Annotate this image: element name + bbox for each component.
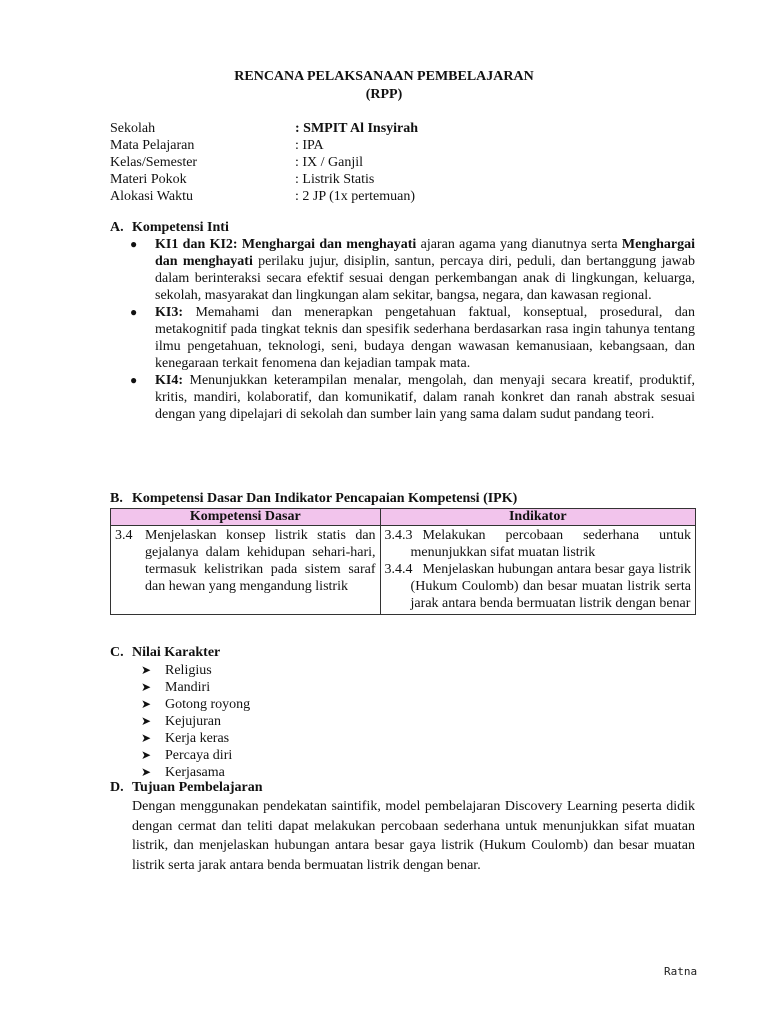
section-number: D. bbox=[110, 780, 124, 795]
section-title: Nilai Karakter bbox=[132, 645, 221, 660]
kd-code: 3.4 bbox=[115, 528, 133, 543]
character-values-list bbox=[141, 662, 250, 781]
section-d-heading bbox=[110, 780, 263, 796]
identity-value: : SMPIT Al Insyirah bbox=[295, 121, 419, 136]
identity-value: : Listrik Statis bbox=[295, 172, 375, 187]
document-subtitle: (RPP) bbox=[365, 87, 403, 102]
indicator-code: 3.4.3 bbox=[384, 528, 413, 543]
list-item-text: Kejujuran bbox=[165, 714, 221, 729]
ki-item-4 bbox=[130, 372, 695, 423]
ki-bold-text: Menghargai dan menghayati bbox=[155, 237, 695, 269]
section-title: Kompetensi Inti bbox=[132, 220, 229, 235]
identity-row-school bbox=[110, 120, 710, 137]
list-item bbox=[141, 764, 250, 781]
list-item bbox=[141, 679, 250, 696]
ki-text: perilaku jujur, disiplin, santun, percaya diri, peduli, dan bertanggung jawab dalam berinteraksi secara efektif sesuai dengan perkembangan anak di lingkungan, keluarga, sekolah, masyarakat dan lingkungan alam sekitar, bangsa, negara, dan kawasan regional. bbox=[155, 254, 695, 303]
section-number: A. bbox=[110, 220, 124, 235]
ki-item-1-2 bbox=[130, 236, 695, 304]
identity-value: : IPA bbox=[295, 138, 324, 153]
footer-author: Ratna bbox=[664, 965, 698, 978]
section-c-heading bbox=[110, 645, 220, 661]
list-item-text: Kerja keras bbox=[165, 731, 230, 746]
identity-label: Alokasi Waktu bbox=[110, 189, 193, 204]
bullet-icon: ● bbox=[130, 373, 138, 387]
indicator-text: Melakukan percobaan sederhana untuk menunjukkan sifat muatan listrik bbox=[410, 528, 691, 560]
bullet-icon: ● bbox=[130, 237, 138, 251]
ki-bold-text: KI3: bbox=[155, 305, 183, 320]
section-a-heading bbox=[110, 220, 229, 236]
identity-label: Sekolah bbox=[110, 121, 156, 136]
kd-entry bbox=[115, 527, 376, 595]
identity-label: Mata Pelajaran bbox=[110, 138, 195, 153]
section-number: B. bbox=[110, 491, 123, 506]
arrow-bullet-icon: ➤ bbox=[141, 680, 152, 694]
ki-item-3 bbox=[130, 304, 695, 372]
list-item-text: Kerjasama bbox=[165, 765, 225, 780]
identity-row-subject bbox=[110, 137, 710, 154]
list-item-text: Mandiri bbox=[165, 680, 211, 695]
section-number: C. bbox=[110, 645, 124, 660]
list-item bbox=[141, 730, 250, 747]
ki-text: Memahami dan menerapkan pengetahuan faktual, konseptual, prosedural, dan metakognitif pada tingkat teknis dan spesifik sederhana berdasarkan rasa ingin tahunya tentang ilmu pengetahuan, teknologi, seni, budaya dengan wawasan kemanusiaan, kebangsaan, dan kenegaraan terkait fenomena dan kejadian tampak mata. bbox=[155, 305, 695, 371]
arrow-bullet-icon: ➤ bbox=[141, 731, 152, 745]
bullet-icon: ● bbox=[130, 305, 138, 319]
ki-list bbox=[130, 236, 695, 423]
list-item bbox=[141, 747, 250, 764]
ki-bold-text: KI4: bbox=[155, 373, 183, 388]
indicator-entry bbox=[385, 527, 691, 561]
identity-block bbox=[110, 120, 710, 205]
arrow-bullet-icon: ➤ bbox=[141, 748, 152, 762]
list-item bbox=[141, 696, 250, 713]
table-header-row bbox=[111, 509, 696, 526]
learning-objective-paragraph: Dengan menggunakan pendekatan saintifik, model pembelajaran Discovery Learning peserta didik dengan cermat dan teliti dapat melakukan percobaan sederhana untuk menunjukkan sifat muatan listrik, dan menjelaskan hubungan antara besar gaya listrik (Hukum Coulomb) dan besar muatan listrik serta jarak antara benda bermuatan listrik dengan benar. bbox=[132, 799, 695, 873]
indicator-entry bbox=[385, 561, 691, 612]
identity-label: Materi Pokok bbox=[110, 172, 187, 187]
competency-table bbox=[110, 508, 696, 615]
arrow-bullet-icon: ➤ bbox=[141, 765, 152, 779]
ki-text: ajaran agama yang dianutnya serta bbox=[416, 237, 622, 252]
section-b-heading bbox=[110, 491, 517, 507]
identity-value: : IX / Ganjil bbox=[295, 155, 364, 170]
arrow-bullet-icon: ➤ bbox=[141, 697, 152, 711]
section-title: Tujuan Pembelajaran bbox=[132, 780, 263, 795]
ki-bold-text: KI1 dan KI2: Menghargai dan menghayati bbox=[155, 237, 417, 252]
identity-row-topic bbox=[110, 171, 710, 188]
list-item bbox=[141, 662, 250, 679]
list-item bbox=[141, 713, 250, 730]
list-item-text: Religius bbox=[165, 663, 212, 678]
kd-text: Menjelaskan konsep listrik statis dan gejalanya dalam kehidupan sehari-hari, termasuk kelistrikan pada sistem saraf dan hewan yang mengandung listrik bbox=[145, 528, 376, 594]
identity-value: : 2 JP (1x pertemuan) bbox=[295, 189, 416, 204]
arrow-bullet-icon: ➤ bbox=[141, 714, 152, 728]
column-header-indikator: Indikator bbox=[380, 509, 695, 526]
list-item-text: Gotong royong bbox=[165, 697, 251, 712]
table-cell-kd bbox=[111, 526, 381, 615]
column-header-kd: Kompetensi Dasar bbox=[111, 509, 381, 526]
identity-row-class bbox=[110, 154, 710, 171]
arrow-bullet-icon: ➤ bbox=[141, 663, 152, 677]
list-item-text: Percaya diri bbox=[165, 748, 233, 763]
identity-label: Kelas/Semester bbox=[110, 155, 198, 170]
identity-row-time bbox=[110, 188, 710, 205]
table-row bbox=[111, 526, 696, 615]
table-cell-indikator bbox=[380, 526, 695, 615]
ki-text: Menunjukkan keterampilan menalar, mengolah, dan menyaji secara kreatif, produktif, kritis, mandiri, kolaboratif, dan komunikatif, dalam ranah konkret dan ranah abstrak sesuai dengan yang dipelajari di sekolah dan sumber lain yang sama dalam sudut pandang teori. bbox=[155, 373, 695, 422]
section-title: Kompetensi Dasar Dan Indikator Pencapaian Kompetensi (IPK) bbox=[132, 491, 518, 506]
document-title: RENCANA PELAKSANAAN PEMBELAJARAN bbox=[234, 69, 534, 84]
indicator-text: Menjelaskan hubungan antara besar gaya listrik (Hukum Coulomb) dan besar muatan listrik serta jarak antara benda bermuatan listrik dengan benar bbox=[410, 562, 691, 611]
indicator-code: 3.4.4 bbox=[384, 562, 413, 577]
